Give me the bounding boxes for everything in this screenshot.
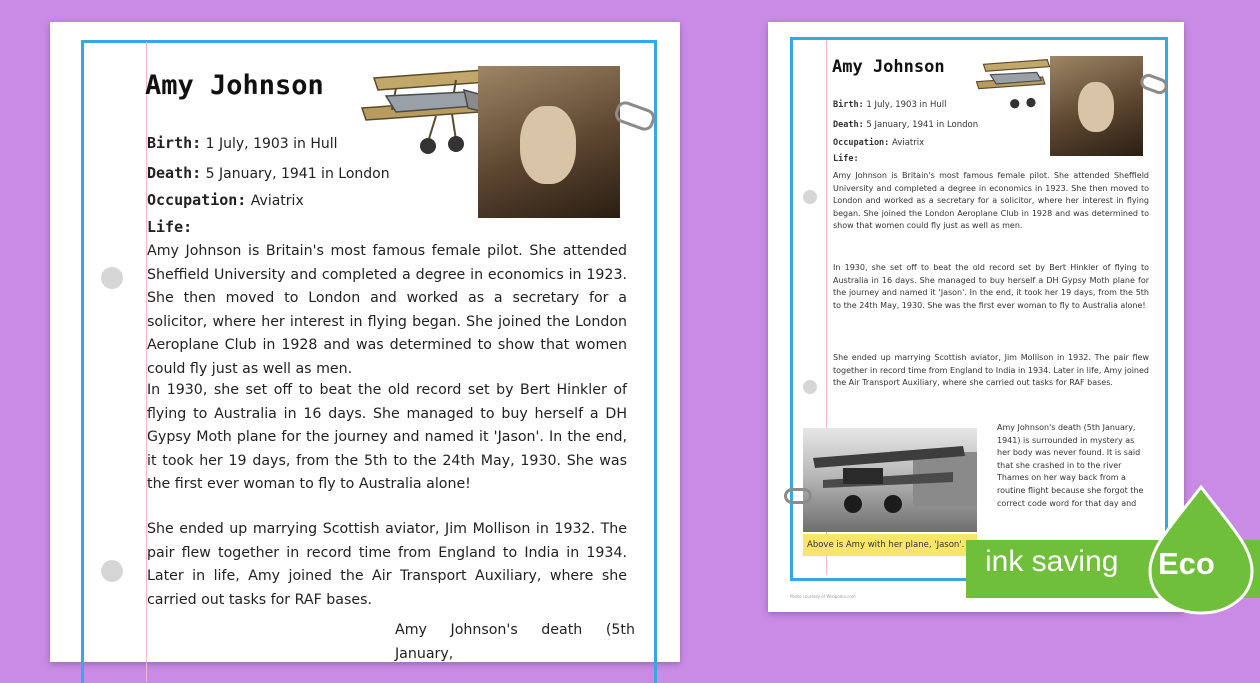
life-label: Life: (147, 218, 193, 236)
occupation-value-small: Aviatrix (892, 138, 925, 148)
punch-hole-bottom-small (803, 380, 817, 394)
death-value-small: 5 January, 1941 in London (866, 120, 979, 130)
death-label-small: Death: (833, 120, 864, 130)
eco-label: Eco (1158, 546, 1215, 581)
amy-johnson-portrait (478, 66, 620, 218)
life-label-small-text: Life: (833, 154, 859, 164)
ink-saving-text: ink saving (985, 545, 1119, 578)
amy-johnson-portrait-small (1050, 56, 1143, 156)
life-paragraph-2: In 1930, she set off to beat the old record set by Bert Hinkler of flying to Australia in 16 days. She managed to buy herself a DH Gypsy Moth plane for the journey and named it 'Jason'. In the end, it took her 19 days, from the 5th to the 24th May, 1930. She was the first ever woman to fly to Australia alone! (147, 382, 627, 492)
portrait-face-small (1078, 82, 1114, 132)
occupation-label-small: Occupation: (833, 138, 890, 148)
amy-with-plane-photo (803, 428, 977, 532)
birth-label: Birth: (147, 134, 202, 152)
birth-fact (147, 134, 338, 152)
photo-caption: Above is Amy with her plane, 'Jason'. (803, 534, 977, 556)
occupation-value: Aviatrix (250, 193, 304, 209)
occupation-fact (147, 191, 304, 209)
photo-credit: Photo courtesy of Wikipedia.com (790, 594, 856, 599)
punch-hole-bottom (101, 560, 123, 582)
life-paragraph-2-small: In 1930, she set off to beat the old record set by Bert Hinkler of flying to Australia in 16 days. She managed to buy herself a DH Gypsy Moth plane for the journey and named it 'Jason'. In the end, it took her 19 days, from the 5th to the 24th May, 1930. She was the first ever woman to fly to Australia alone! (833, 263, 1149, 310)
biplane-illustration-small (973, 56, 1053, 112)
death-fact-small (833, 120, 978, 130)
biplane-illustration (356, 66, 494, 158)
life-paragraph-1-small: Amy Johnson is Britain's most famous female pilot. She attended Sheffield University and completed a degree in economics in 1923. She then moved to London and worked as a secretary for a solicitor, where her interest in flying began. She joined the London Aeroplane Club in 1928 and was determined to show that women could fly just as well as men. (833, 171, 1149, 231)
punch-hole-top-small (803, 190, 817, 204)
death-fact (147, 164, 390, 182)
plane-photo-graphic (803, 428, 977, 532)
life-paragraph-3: She ended up marrying Scottish aviator, Jim Mollison in 1932. The pair flew together in record time from England to India in 1934. Later in life, Amy joined the Air Transport Auxiliary, where she carried out tasks for RAF bases. (147, 521, 627, 608)
life-label-small (833, 154, 859, 164)
page-title: Amy Johnson (145, 70, 324, 101)
birth-label-small: Birth: (833, 100, 864, 110)
birth-fact-small (833, 100, 947, 110)
paper-clip-photo (784, 488, 812, 504)
death-value: 5 January, 1941 in London (205, 166, 390, 182)
punch-hole-top (101, 267, 123, 289)
page-title-small: Amy Johnson (832, 57, 945, 77)
portrait-face (520, 106, 576, 184)
death-paragraph-cutoff: Amy Johnson's death (5th January, (395, 622, 635, 662)
occupation-label: Occupation: (147, 191, 247, 209)
death-paragraph-small: Amy Johnson's death (5th January, 1941) is surrounded in mystery as her body was never found. It is said that she crashed in to the river Thames on her way back from a routine flight because she forgot the correct code word for that day and (997, 423, 1144, 508)
birth-value-small: 1 July, 1903 in Hull (866, 100, 947, 110)
death-label: Death: (147, 164, 202, 182)
life-paragraph-3-small: She ended up marrying Scottish aviator, Jim Mollison in 1932. The pair flew together in record time from England to India in 1934. Later in life, Amy joined the Air Transport Auxiliary, where she carried out tasks for RAF bases. (833, 353, 1149, 388)
life-paragraph-1: Amy Johnson is Britain's most famous female pilot. She attended Sheffield University and completed a degree in economics in 1923. She then moved to London and worked as a secretary for a solicitor, where her interest in flying began. She joined the London Aeroplane Club in 1928 and was determined to show that women could fly just as well as men. (147, 243, 627, 377)
occupation-fact-small (833, 138, 924, 148)
birth-value: 1 July, 1903 in Hull (205, 136, 338, 152)
